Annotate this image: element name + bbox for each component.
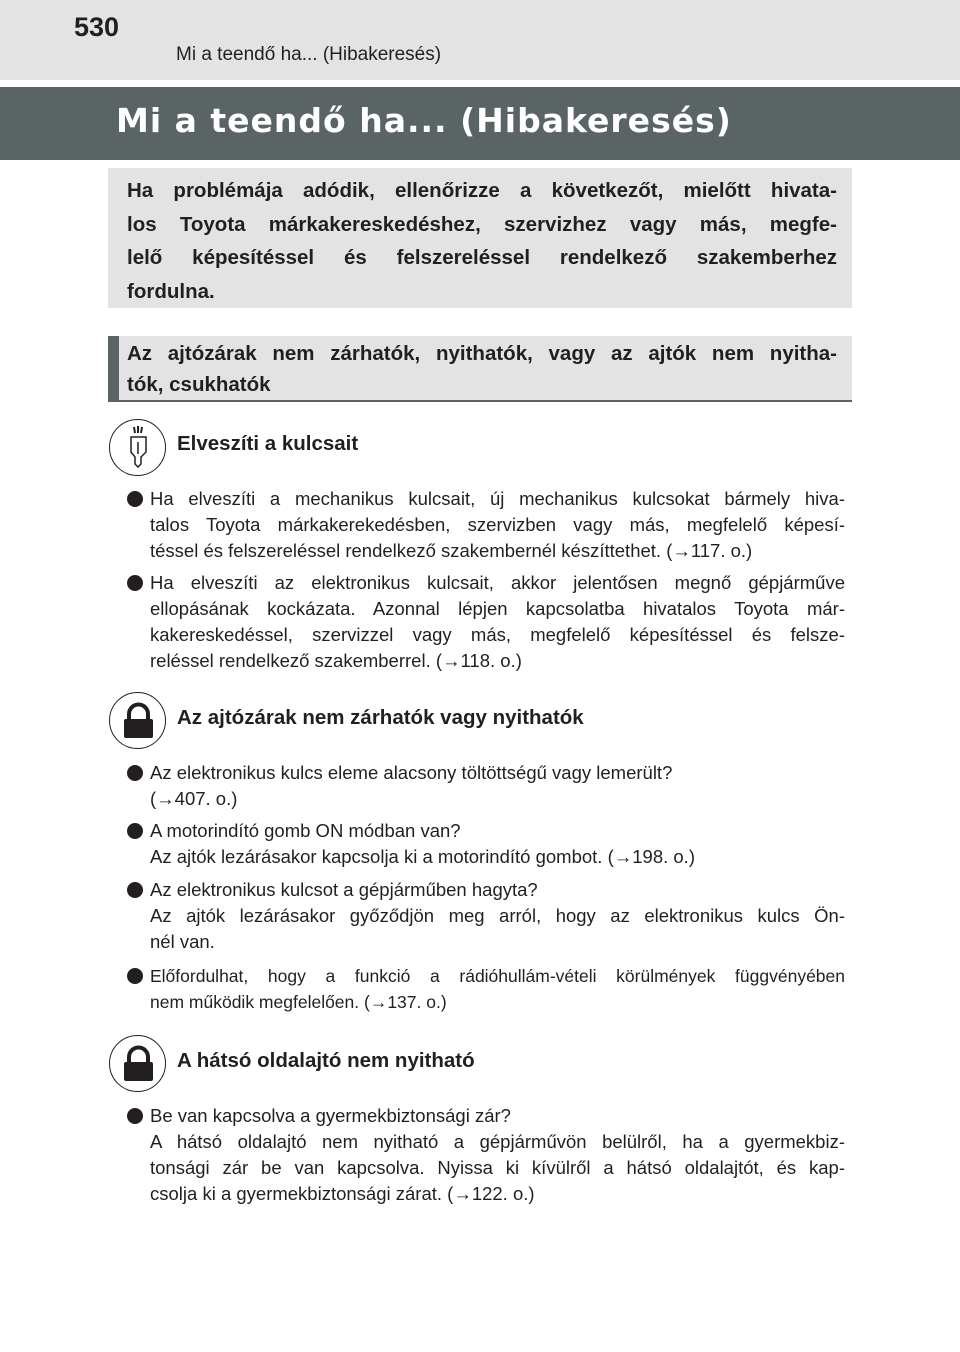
list-item-line: Ha elveszíti az elektronikus kulcsait, akkor jelentősen megnő gépjárműve [150,572,845,593]
list-item [150,570,845,674]
list-item-line: Az ajtók lezárásakor győződjön meg arról, hogy az elektronikus kulcs Ön- [150,905,845,926]
section-heading-line: Az ajtózárak nem zárhatók, nyithatók, vagy az ajtók nem nyitha- [127,342,837,365]
title-band [0,87,960,160]
list-item-line: Az elektronikus kulcsot a gépjárműben hagyta? [150,879,538,900]
list-item-line: Az elektronikus kulcs eleme alacsony töltöttségű vagy lemerült? [150,762,673,783]
section-heading-bar [108,336,119,400]
list-item [150,963,845,1015]
list-item [150,877,845,955]
page-number: 530 [74,12,120,42]
list-item-line: Ha elveszíti a mechanikus kulcsait, új mechanikus kulcsokat bármely hiva- [150,488,845,509]
running-header-bar [0,0,960,80]
list-item-line: Be van kapcsolva a gyermekbiztonsági zár? [150,1105,511,1126]
list-item-line: téssel és felszereléssel rendelkező szakembernél készíttethet. (→117. o.) [150,540,753,561]
list-item-line: ellopásának kockázata. Azonnal lépjen kapcsolatba hivatalos Toyota már- [150,598,845,619]
list-item [150,486,845,564]
list-item-line: tonsági zár be van kapcsolva. Nyissa ki kívülről a hátsó oldalajtót, és kap- [150,1157,845,1178]
intro-line: lelő képesítéssel és felszereléssel rendelkező szakemberhez [127,246,837,269]
list-item-line: A motorindító gomb ON módban van? [150,820,461,841]
list-item-line: kakereskedéssel, szervizzel vagy más, megfelelő képesítéssel és felsze- [150,624,845,645]
list-item [150,818,845,870]
intro-text [127,174,837,308]
list-item [150,1103,845,1207]
list-item-line: csolja ki a gyermekbiztonsági zárat. (→122. o.) [150,1183,535,1204]
list-item-line: (→407. o.) [150,788,238,809]
intro-line: Ha problémája adódik, ellenőrizze a következőt, mielőtt hivata- [127,179,837,202]
section-heading-line: tók, csukhatók [127,373,271,396]
intro-line: fordulna. [127,279,215,303]
list-item-line: reléssel rendelkező szakemberrel. (→118. o.) [150,650,522,671]
subsection-heading: Az ajtózárak nem zárhatók vagy nyithatók [177,706,584,729]
list-item-line: nél van. [150,931,215,952]
bullet-dot [127,882,143,898]
list-item-line: nem működik megfelelően. (→137. o.) [150,992,447,1012]
section-heading-box [108,336,852,402]
bullet-dot [127,491,143,507]
bullet-dot [127,765,143,781]
bullet-dot [127,1108,143,1124]
page-title: Mi a teendő ha... (Hibakeresés) [116,101,732,140]
key-icon [109,419,166,476]
section-heading [127,338,837,400]
bullet-dot [127,823,143,839]
subsection-heading: A hátsó oldalajtó nem nyitható [177,1049,475,1072]
subsection-heading: Elveszíti a kulcsait [177,432,359,455]
lock-icon [109,1035,166,1092]
bullet-dot [127,968,143,984]
bullet-dot [127,575,143,591]
lock-icon [109,692,166,749]
list-item [150,760,845,812]
list-item-line: Az ajtók lezárásakor kapcsolja ki a motorindító gombot. (→198. o.) [150,846,695,867]
list-item-line: A hátsó oldalajtó nem nyitható a gépjárművön belülről, ha a gyermekbiz- [150,1131,845,1152]
intro-box [108,168,852,308]
intro-line: los Toyota márkakereskedéshez, szervizhez vagy más, megfe- [127,212,837,236]
list-item-line: talos Toyota márkakerekedésben, szervizben vagy más, megfelelő képesí- [150,514,845,535]
running-header-title: Mi a teendő ha... (Hibakeresés) [176,44,442,65]
list-item-line: Előfordulhat, hogy a funkció a rádióhullám-vételi körülmények függvényében [150,966,845,986]
